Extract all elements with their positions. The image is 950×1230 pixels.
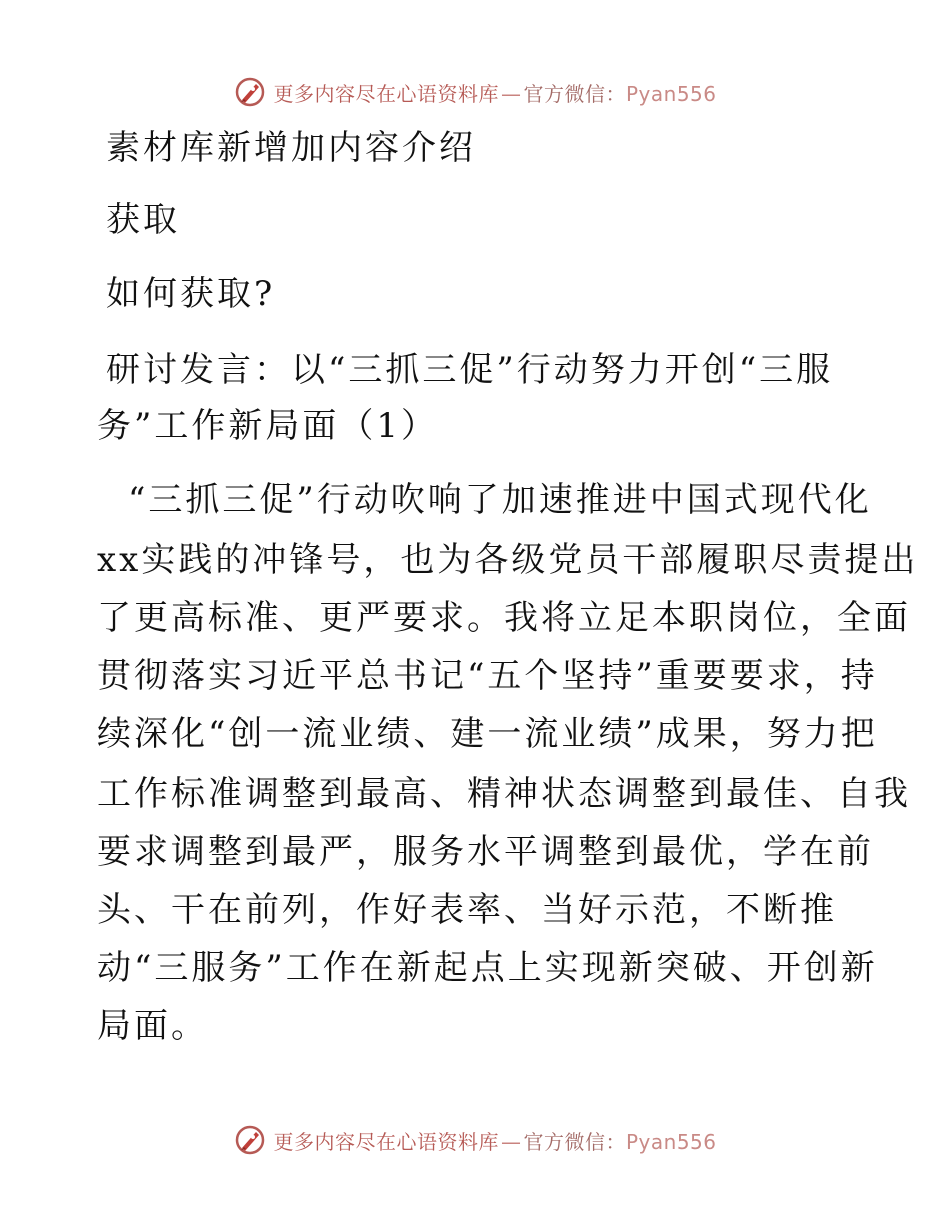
body-line: 局面。 <box>97 1006 208 1046</box>
body-line: 贯彻落实习近平总书记“五个坚持”重要要求，持 <box>97 656 878 696</box>
body-line: 要求调整到最严，服务水平调整到最优，学在前 <box>97 832 874 872</box>
footer-watermark <box>0 1120 950 1160</box>
watermark-separator: — <box>500 81 522 106</box>
watermark-label: 官方微信： <box>523 1129 626 1154</box>
body-line: 头、干在前列，作好表率、当好示范，不断推 <box>97 890 837 930</box>
pen-nib-logo-icon <box>233 75 267 109</box>
header-watermark <box>0 72 950 112</box>
body-line: 工作标准调整到最高、精神状态调整到最佳、自我 <box>97 774 911 814</box>
watermark-site: 更多内容尽在心语资料库 <box>273 1129 499 1154</box>
watermark-id: Pyan556 <box>625 1129 717 1154</box>
watermark-label: 官方微信： <box>523 81 626 106</box>
body-line: 续深化“创一流业绩、建一流业绩”成果，努力把 <box>97 714 878 754</box>
article-title-line: 研讨发言：以“三抓三促”行动努力开创“三服 <box>106 350 834 390</box>
watermark-id: Pyan556 <box>625 81 717 106</box>
heading-how-to-get: 如何获取? <box>106 274 276 314</box>
body-line: 了更高标准、更严要求。我将立足本职岗位，全面 <box>97 598 911 638</box>
body-line: xx实践的冲锋号，也为各级党员干部履职尽责提出 <box>97 540 919 580</box>
watermark-text <box>273 78 716 107</box>
pen-nib-logo-icon <box>233 1123 267 1157</box>
watermark-separator: — <box>500 1129 522 1154</box>
body-line: 动“三服务”工作在新起点上实现新突破、开创新 <box>97 948 878 988</box>
article-title-line: 务”工作新局面（1） <box>97 406 439 446</box>
heading-get: 获取 <box>106 200 180 240</box>
watermark-text <box>273 1126 716 1155</box>
heading-intro: 素材库新增加内容介绍 <box>106 128 476 168</box>
watermark-site: 更多内容尽在心语资料库 <box>273 81 499 106</box>
body-line: “三抓三促”行动吹响了加速推进中国式现代化 <box>128 480 872 520</box>
